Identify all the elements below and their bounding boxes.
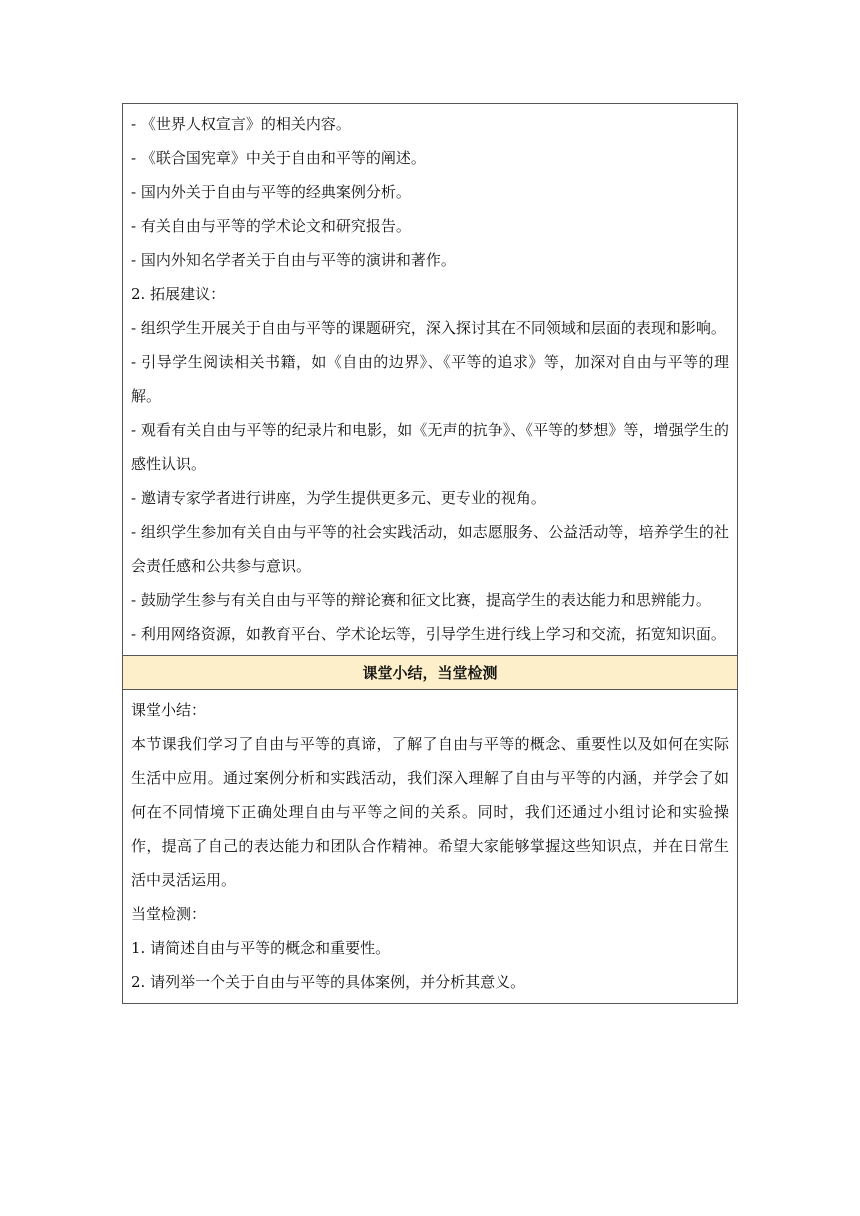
summary-cell	[123, 689, 737, 1003]
extension-item: - 邀请专家学者进行讲座，为学生提供更多元、更专业的视角。	[131, 489, 546, 507]
extension-item: - 鼓励学生参与有关自由与平等的辩论赛和征文比赛，提高学生的表达能力和思辨能力。	[131, 591, 711, 609]
extension-heading: 2. 拓展建议：	[131, 285, 226, 303]
test-question: 2. 请列举一个关于自由与平等的具体案例，并分析其意义。	[131, 973, 526, 991]
summary-label: 课堂小结：	[131, 701, 207, 719]
test-question: 1. 请简述自由与平等的概念和重要性。	[131, 939, 391, 957]
section-header	[123, 655, 737, 689]
resource-item: - 《世界人权宣言》的相关内容。	[131, 115, 351, 133]
resource-item: - 国内外关于自由与平等的经典案例分析。	[131, 183, 411, 201]
resources-cell	[123, 104, 737, 655]
extension-item: - 组织学生开展关于自由与平等的课题研究，深入探讨其在不同领域和层面的表现和影响。	[131, 319, 726, 337]
lesson-plan-table	[122, 103, 738, 1004]
extension-item: - 观看有关自由与平等的纪录片和电影，如《无声的抗争》、《平等的梦想》等，增强学生的感性认识。	[131, 421, 729, 473]
extension-item: - 利用网络资源，如教育平台、学术论坛等，引导学生进行线上学习和交流，拓宽知识面。	[131, 625, 726, 643]
extension-item: - 引导学生阅读相关书籍，如《自由的边界》、《平等的追求》等，加深对自由与平等的理解。	[131, 353, 729, 405]
summary-paragraph: 本节课我们学习了自由与平等的真谛，了解了自由与平等的概念、重要性以及如何在实际生活中应用。通过案例分析和实践活动，我们深入理解了自由与平等的内涵，并学会了如何在不同情境下正确处理自由与平等之间的关系。同时，我们还通过小组讨论和实验操作，提高了自己的表达能力和团队合作精神。希望大家能够掌握这些知识点，并在日常生活中灵活运用。	[131, 735, 729, 889]
extension-item: - 组织学生参加有关自由与平等的社会实践活动，如志愿服务、公益活动等，培养学生的社会责任感和公共参与意识。	[131, 523, 729, 575]
test-label: 当堂检测：	[131, 905, 207, 923]
resource-item: - 有关自由与平等的学术论文和研究报告。	[131, 217, 411, 235]
resource-item: - 《联合国宪章》中关于自由和平等的阐述。	[131, 149, 426, 167]
resource-item: - 国内外知名学者关于自由与平等的演讲和著作。	[131, 251, 456, 269]
section-header-title: 课堂小结，当堂检测	[362, 664, 498, 682]
